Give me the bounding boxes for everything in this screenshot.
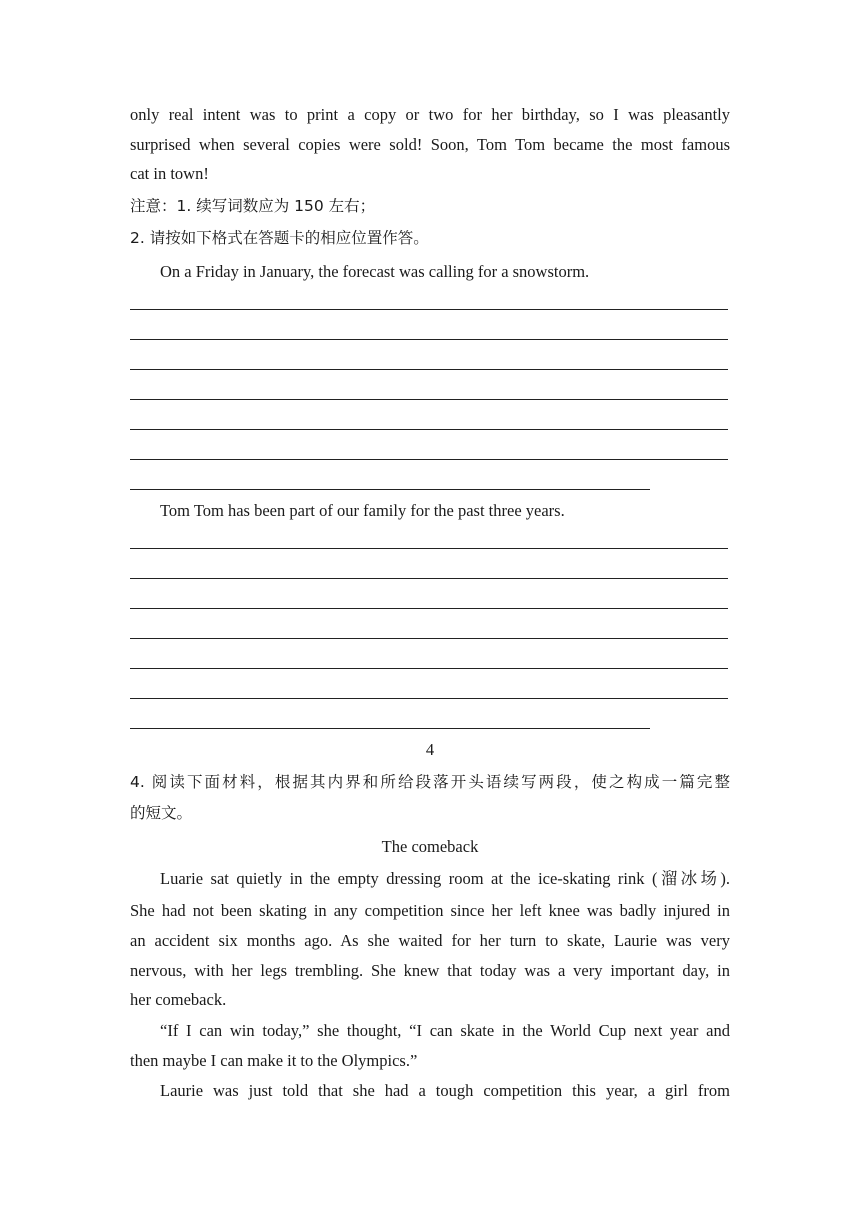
- question4-instruction: 的短文。: [130, 804, 193, 822]
- answer-line[interactable]: [130, 459, 728, 460]
- passage-line: “If I can win today,” she thought, “I can skate in the World Cup next year and: [160, 1021, 730, 1040]
- page-number: 4: [425, 740, 435, 759]
- answer-line[interactable]: [130, 489, 650, 490]
- passage-line: nervous, with her legs trembling. She knew that today was a very important day, in: [130, 961, 730, 980]
- answer-line[interactable]: [130, 608, 728, 609]
- answer-line[interactable]: [130, 668, 728, 669]
- answer-line[interactable]: [130, 578, 728, 579]
- passage-line: Laurie was just told that she had a tough competition this year, a girl from: [160, 1081, 730, 1100]
- answer-line[interactable]: [130, 728, 650, 729]
- answer-line[interactable]: [130, 369, 728, 370]
- passage-line: only real intent was to print a copy or two for her birthday, so I was pleasantly: [130, 105, 730, 124]
- passage-line: She had not been skating in any competition since her left knee was badly injured in: [130, 901, 730, 920]
- passage-title: The comeback: [381, 837, 479, 856]
- passage-line: then maybe I can make it to the Olympics.”: [130, 1051, 418, 1070]
- passage-line: an accident six months ago. As she waited for her turn to skate, Laurie was very: [130, 931, 730, 950]
- writing-prompt-2: Tom Tom has been part of our family for the past three years.: [160, 501, 565, 520]
- passage-line: her comeback.: [130, 990, 227, 1009]
- passage-line: surprised when several copies were sold! Soon, Tom Tom became the most famous: [130, 135, 730, 154]
- answer-line[interactable]: [130, 698, 728, 699]
- writing-prompt-1: On a Friday in January, the forecast was calling for a snowstorm.: [160, 262, 590, 281]
- note-answer-format: 2. 请按如下格式在答题卡的相应位置作答。: [130, 229, 429, 247]
- passage-line: cat in town!: [130, 164, 209, 183]
- answer-line[interactable]: [130, 309, 728, 310]
- answer-line[interactable]: [130, 548, 728, 549]
- question4-instruction: 4. 阅读下面材料，根据其内界和所给段落开头语续写两段，使之构成一篇完整: [130, 773, 730, 791]
- answer-line[interactable]: [130, 429, 728, 430]
- answer-line[interactable]: [130, 638, 728, 639]
- answer-line[interactable]: [130, 399, 728, 400]
- answer-line[interactable]: [130, 339, 728, 340]
- passage-line: Luarie sat quietly in the empty dressing room at the ice-skating rink (溜冰场).: [160, 869, 730, 888]
- note-word-count: 注意：1. 续写词数应为 150 左右；: [130, 197, 376, 215]
